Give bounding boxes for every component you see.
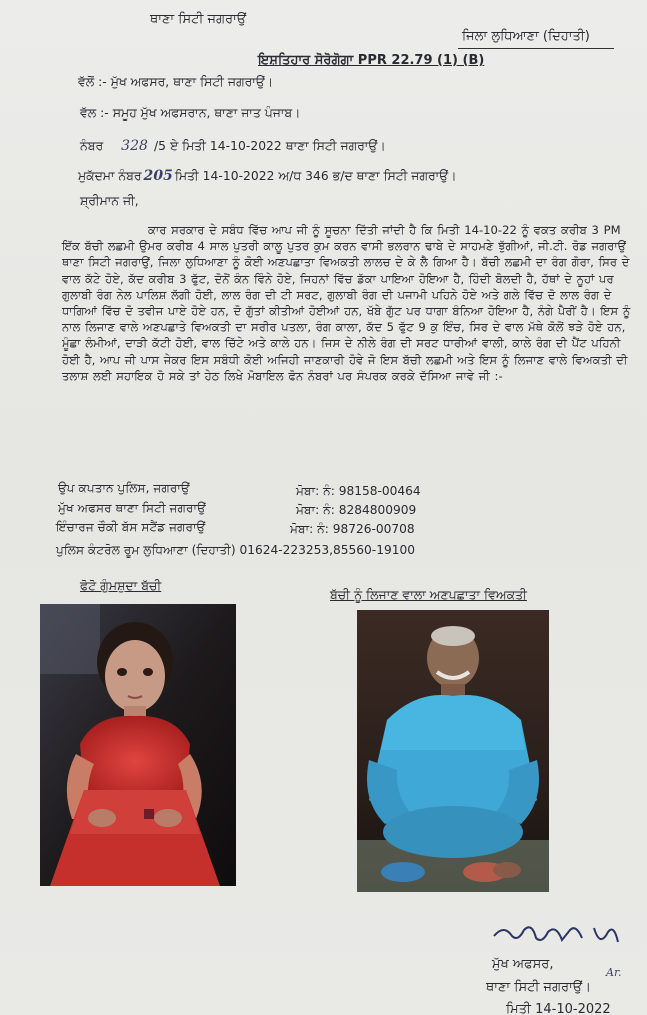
officer-signature — [490, 918, 630, 958]
contact-number-1: ਮੋਬਾ: ਨੰ: 98158-00464 — [296, 484, 421, 498]
notice-body — [62, 222, 638, 384]
station-header: ਥਾਣਾ ਸਿਟੀ ਜਗਰਾਉਂ — [150, 12, 247, 27]
suspect-photo — [357, 610, 549, 892]
contact-label-3: ਇੰਚਾਰਜ ਚੌਕੀ ਬੱਸ ਸਟੈਂਡ ਜਗਰਾਉਂ — [56, 520, 206, 534]
number-prefix: ਨੰਬਰ — [80, 139, 104, 153]
missing-child-photo — [40, 604, 236, 886]
case-prefix: ਮੁਕੱਦਮਾ ਨੰਬਰ — [78, 169, 142, 183]
district-header: ਜਿਲਾ ਲੁਧਿਆਣਾ (ਦਿਹਾਤੀ) — [462, 29, 590, 44]
case-rest: ਮਿਤੀ 14-10-2022 ਅ/ਧ 346 ਭ/ਦ ਥਾਣਾ ਸਿਟੀ ਜਗਰਾਉਂ। — [174, 169, 457, 183]
number-handwritten: 328 — [121, 138, 148, 154]
number-line — [80, 138, 386, 154]
signature-line-3: ਮਿਤੀ 14-10-2022 — [506, 1002, 611, 1015]
contact-number-3: ਮੋਬਾ: ਨੰ: 98726-00708 — [290, 522, 415, 536]
contact-number-2: ਮੋਬਾ: ਨੰ: 8284800909 — [296, 503, 417, 517]
control-room-line: ਪੁਲਿਸ ਕੰਟਰੋਲ ਰੂਮ ਲੁਧਿਆਣਾ (ਦਿਹਾਤੀ) 01624-223253,85560-19100 — [56, 543, 415, 557]
contact-label-2: ਮੁੱਖ ਅਫਸਰ ਥਾਣਾ ਸਿਟੀ ਜਗਰਾਉਂ — [58, 501, 206, 515]
missing-child-caption: ਫੋਟੋ ਗੁੰਮਸ਼ੁਦਾ ਬੱਚੀ — [80, 578, 162, 593]
from-line: ਵੱਲੋਂ :- ਮੁੱਖ ਅਫਸਰ, ਥਾਣਾ ਸਿਟੀ ਜਗਰਾਉਂ। — [78, 75, 274, 89]
notice-paragraph: ਕਾਰ ਸਰਕਾਰ ਦੇ ਸਬੰਧ ਵਿੱਚ ਆਪ ਜੀ ਨੂੰ ਸੂਚਨਾ ਦਿੱਤੀ ਜਾਂਦੀ ਹੈ ਕਿ ਮਿਤੀ 14-10-22 ਨੂੰ ਵਕਤ ਕਰੀਬ 3 PM ਇੱਕ ਬੱਚੀ ਲਛਮੀ ਉਮਰ ਕਰੀਬ 4 ਸਾਲ ਪੁਤਰੀ ਕਾਲੂ ਪੁਤਰ ਕੁਮ ਕਰਨ ਵਾਸੀ ਭਲਰਾਨ ਢਾਬੇ ਦੇ ਸਾਹਮਣੇ ਝੁੱਗੀਆਂ, ਜੀ.ਟੀ. ਰੋਡ ਜਗਰਾਉਂ ਥਾਣਾ ਸਿਟੀ ਜਗਰਾਉਂ, ਜਿਲਾ ਲੁਧਿਆਣਾ ਨੂੰ ਕੋਈ ਅਣਪਛਾਤਾ ਵਿਅਕਤੀ ਲਾਲਚ ਦੇ ਕੇ ਲੈ ਗਿਆ ਹੈ। ਬੱਚੀ ਲਛਮੀ ਦਾ ਰੰਗ ਗੋਰਾ, ਸਿਰ ਦੇ ਵਾਲ ਕੱਟੇ ਹੋਏ, ਕੱਦ ਕਰੀਬ 3 ਫੁੱਟ, ਦੋਨੋਂ ਕੰਨ ਵਿੰਨੇ ਹੋਏ, ਜਿਹਨਾਂ ਵਿੱਚ ਡੱਕਾ ਪਾਇਆ ਹੋਇਆ ਹੈ, ਹਿੰਦੀ ਬੋਲਦੀ ਹੈ, ਹੱਥਾਂ ਦੇ ਨੂਹਾਂ ਪਰ ਗੁਲਾਬੀ ਰੰਗ ਨੇਲ ਪਾਲਿਸ਼ ਲੱਗੀ ਹੋਈ, ਲਾਲ ਰੰਗ ਦੀ ਟੀ ਸਰਟ, ਗੁਲਾਬੀ ਰੰਗ ਦੀ ਪਜਾਮੀ ਪਹਿਨੇ ਹੋਏ ਅਤੇ ਗਲੇ ਵਿੱਚ ਦੋ ਲਾਲ ਰੰਗ ਦੇ ਧਾਗਿਆਂ ਵਿੱਚ ਦੋ ਤਵੀਜ ਪਾਏ ਹੋਏ ਹਨ, ਦੋ ਗੁੱਤਾਂ ਕੀਤੀਆਂ ਹੋਈਆਂ ਹਨ, ਖੱਬੇ ਗੁੱਟ ਪਰ ਧਾਗਾ ਬੰਨਿਆ ਹੋਇਆ ਹੈ, ਨੰਗੇ ਪੈਰੀਂ ਹੈ। ਇਸ ਨੂੰ ਨਾਲ ਲਿਜਾਣ ਵਾਲੇ ਅਣਪਛਾਤੇ ਵਿਅਕਤੀ ਦਾ ਸਰੀਰ ਪਤਲਾ, ਰੰਗ ਕਾਲਾ, ਕੱਦ 5 ਫੁੱਟ 9 ਕੁ ਇੰਚ, ਸਿਰ ਦੇ ਵਾਲ ਮੱਥੇ ਕੋਲੋਂ ਝੜੇ ਹੋਏ ਹਨ, ਮੂੰਛਾ ਲੰਮੀਆਂ, ਦਾੜੀ ਕੱਟੀ ਹੋਈ, ਵਾਲ ਚਿੱਟੇ ਅਤੇ ਕਾਲੇ ਹਨ। ਜਿਸ ਦੇ ਨੀਲੇ ਰੰਗ ਦੀ ਸਰਟ ਧਾਰੀਆਂ ਵਾਲੀ, ਕਾਲੇ ਰੰਗ ਦੀ ਪੈਂਟ ਪਹਿਨੀ ਹੋਈ ਹੈ, ਆਪ ਜੀ ਪਾਸ ਜੇਕਰ ਇਸ ਸਬੰਧੀ ਕੋਈ ਅਜਿਹੀ ਜਾਣਕਾਰੀ ਹੋਵੇ ਜੋ ਇਸ ਬੱਚੀ ਲਛਮੀ ਅਤੇ ਇਸ ਨੂੰ ਲਿਜਾਣ ਵਾਲੇ ਵਿਅਕਤੀ ਦੀ ਤਲਾਸ਼ ਲਈ ਸਹਾਇਕ ਹੋ ਸਕੇ ਤਾਂ ਹੇਠ ਲਿਖੇ ਮੋਬਾਇਲ ਫੋਨ ਨੰਬਰਾਂ ਪਰ ਸੰਪਰਕ ਕਰਕੇ ਦੱਸਿਆ ਜਾਵੇ ਜੀ :- — [62, 223, 631, 383]
missing-child-photo-image — [40, 604, 236, 886]
district-underline — [458, 48, 614, 49]
case-handwritten: 205 — [143, 168, 173, 184]
contact-label-1: ਉਪ ਕਪਤਾਨ ਪੁਲਿਸ, ਜਗਰਾਉਂ — [58, 481, 190, 495]
suspect-photo-image — [357, 610, 549, 892]
document-title: ਇਸ਼ਤਿਹਾਰ ਸੋਰੋਗੋਗਾ PPR 22.79 (1) (B) — [258, 53, 485, 68]
to-line: ਵੱਲ :- ਸਮੂਹ ਮੁੱਖ ਅਫਸਰਾਨ, ਥਾਣਾ ਜਾਤ ਪੰਜਾਬ। — [80, 106, 301, 120]
case-line — [78, 168, 456, 184]
salutation: ਸ਼੍ਰੀਮਾਨ ਜੀ, — [80, 194, 139, 208]
signature-line-2: ਥਾਣਾ ਸਿਟੀ ਜਗਰਾਉਂ। — [486, 980, 591, 995]
signature-line-1: ਮੁੱਖ ਅਫਸਰ, — [492, 957, 554, 972]
initials-mark: Ar. — [606, 966, 622, 979]
suspect-caption: ਬੱਚੀ ਨੂੰ ਲਿਜਾਣ ਵਾਲਾ ਅਣਪਛਾਤਾ ਵਿਅਕਤੀ — [330, 587, 527, 602]
number-rest: /5 ਏ ਮਿਤੀ 14-10-2022 ਥਾਣਾ ਸਿਟੀ ਜਗਰਾਉਂ। — [153, 139, 386, 153]
